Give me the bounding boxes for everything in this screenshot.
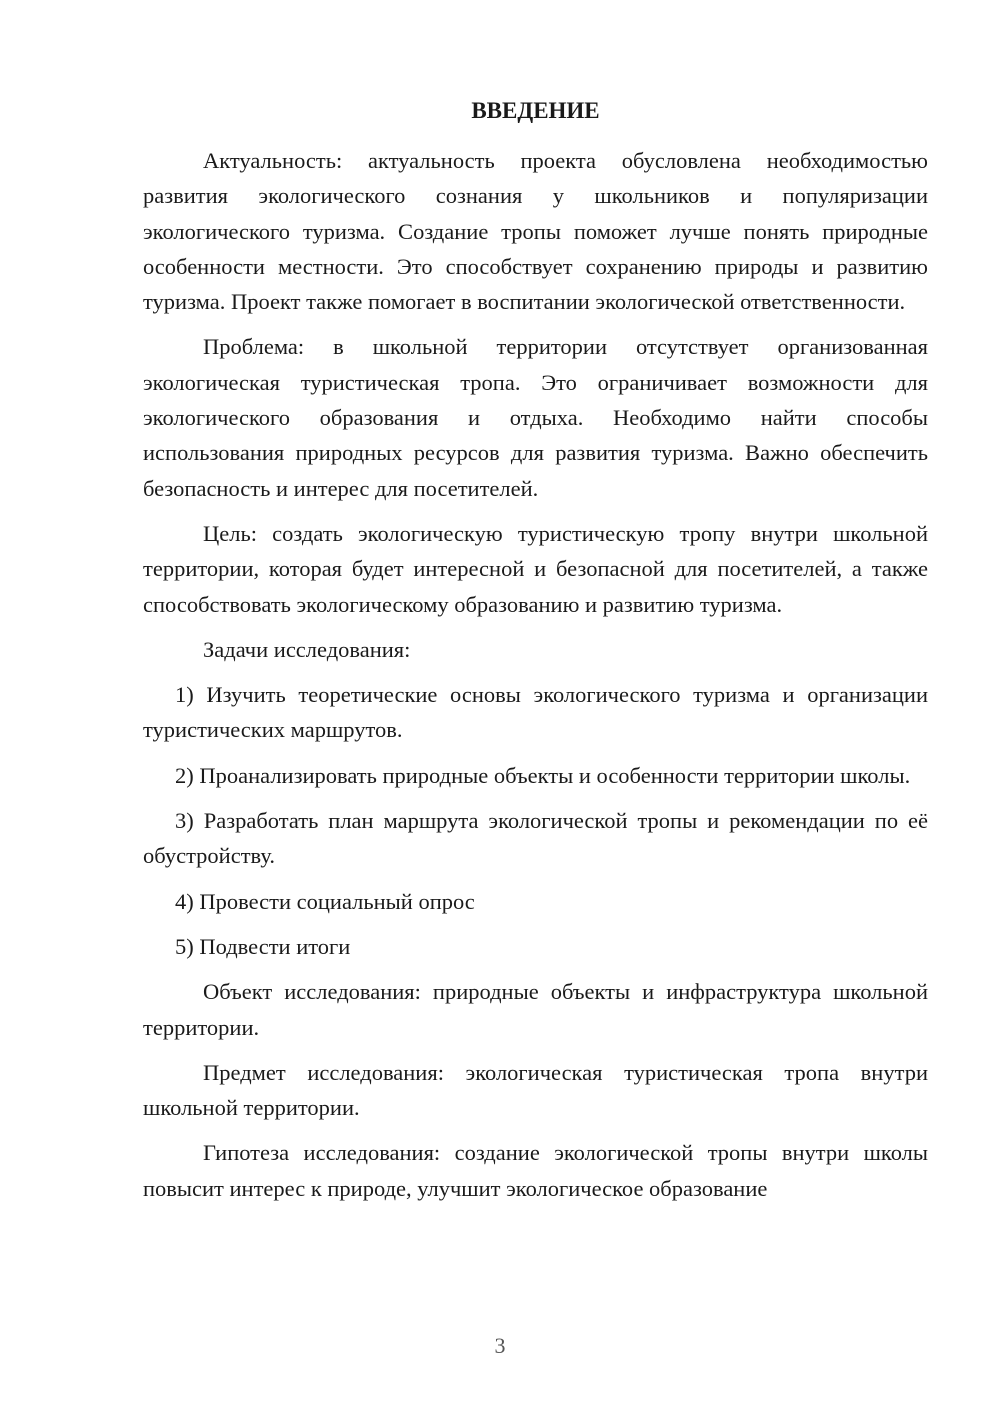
task-item-3: 3) Разработать план маршрута экологической тропы и рекомендации по её обустройству. [143, 808, 928, 869]
paragraph-hypothesis: Гипотеза исследования: создание экологической тропы внутри школы повысит интерес к природе, улучшит экологическое образование [143, 1140, 928, 1201]
paragraph-problem: Проблема: в школьной территории отсутствует организованная экологическая туристическая тропа. Это ограничивает возможности для экологического образования и отдыха. Необходимо найти способы использования природных ресурсов для развития туризма. Важно обеспечить безопасность и интерес для посетителей. [143, 334, 928, 501]
task-item-2: 2) Проанализировать природные объекты и особенности территории школы. [175, 762, 911, 788]
task-item-5: 5) Подвести итоги [175, 933, 351, 959]
tasks-heading: Задачи исследования: [203, 636, 411, 662]
document-title: ВВЕДЕНИЕ [471, 98, 600, 123]
task-item-4: 4) Провести социальный опрос [175, 888, 475, 914]
paragraph-relevance: Актуальность: актуальность проекта обусловлена необходимостью развития экологического сознания у школьников и популяризации экологического туризма. Создание тропы поможет лучше понять природные особенности местности. Это способствует сохранению природы и развитию туризма. Проект также помогает в воспитании экологической ответственности. [143, 148, 928, 315]
paragraph-object: Объект исследования: природные объекты и инфраструктура школьной территории. [143, 979, 928, 1040]
document-page [143, 96, 928, 1206]
paragraph-goal: Цель: создать экологическую туристическую тропу внутри школьной территории, которая будет интересной и безопасной для посетителей, а также способствовать экологическому образованию и развитию туризма. [143, 520, 928, 617]
paragraph-subject: Предмет исследования: экологическая туристическая тропа внутри школьной территории. [143, 1059, 928, 1121]
page-number: 3 [494, 1333, 506, 1358]
task-item-1: 1) Изучить теоретические основы экологического туризма и организации туристических маршрутов. [143, 682, 928, 743]
